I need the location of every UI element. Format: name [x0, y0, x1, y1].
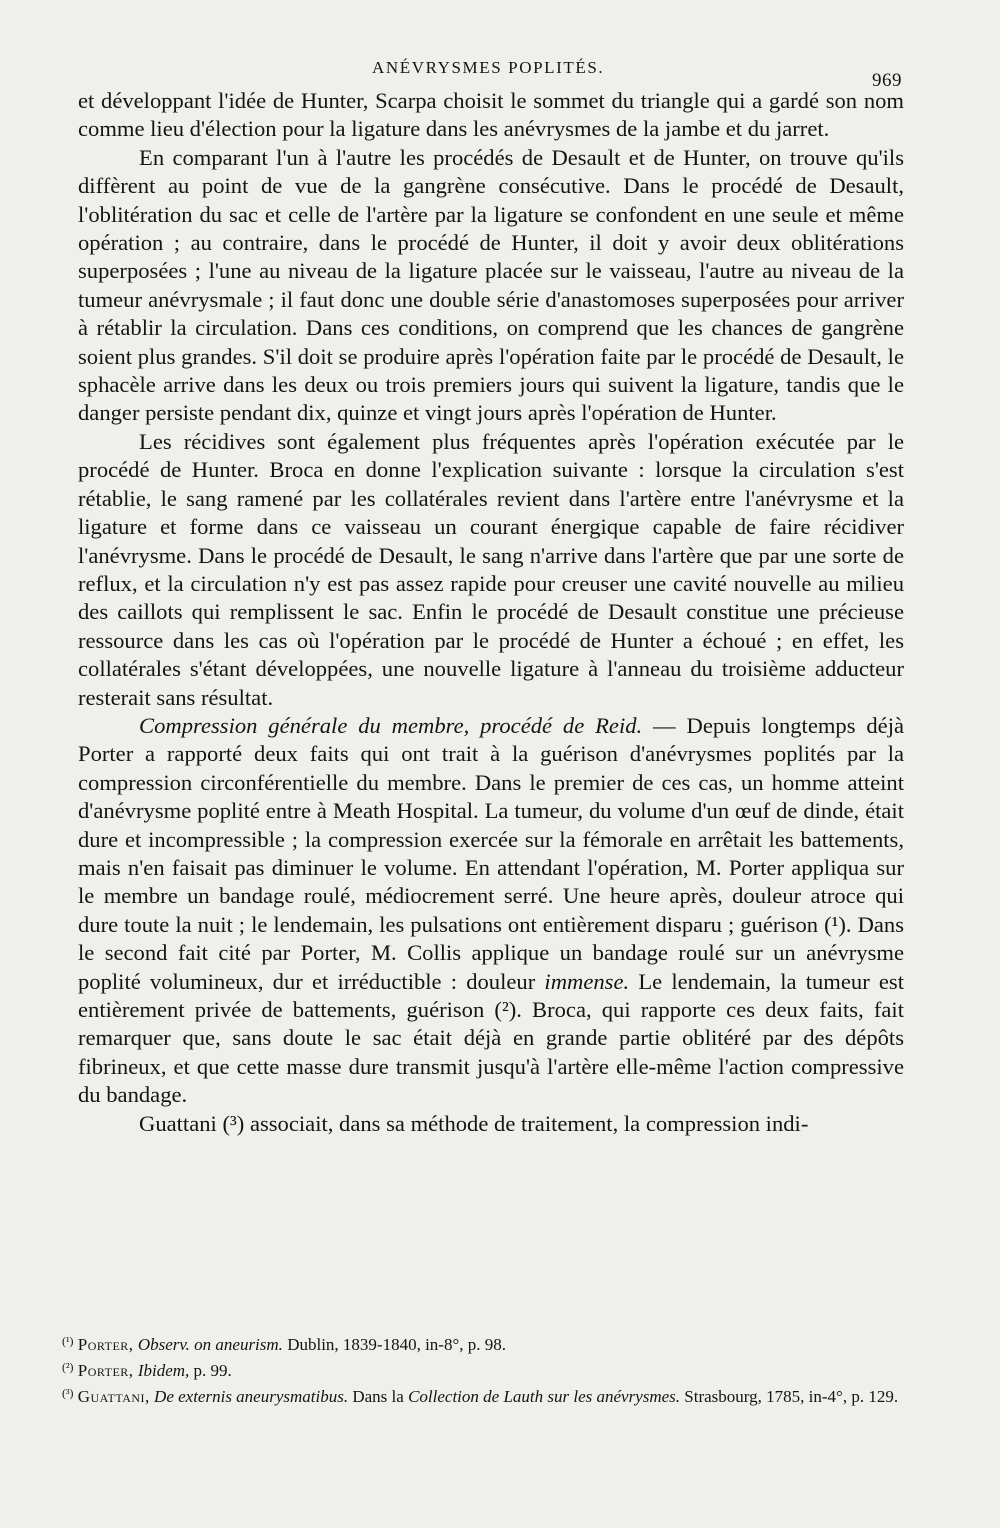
section-heading-reid: Compression générale du membre, procédé de Reid. — [139, 712, 643, 738]
running-title: ANÉVRYSMES POPLITÉS. — [372, 58, 605, 77]
body-text — [78, 87, 904, 1138]
paragraph-4-text-a: — Depuis longtemps déjà Porter a rapporté deux faits qui ont trait à la guérison d'anévrysmes poplités par la compression circonférentielle du membre. Dans le premier de ces cas, un homme atteint d'anévrysme poplité entre à Meath Hospital. La tumeur, du volume d'un œuf de dinde, était dure et incompressible ; la compression exercée sur la fémorale en arrêtait les battements, mais n'en faisait pas diminuer le volume. En attendant l'opération, M. Porter appliqua sur le membre un bandage roulé, médiocrement serré. Une heure après, douleur atroce qui dure toute la nuit ; le lendemain, les pulsations ont entièrement disparu ; guérison — [78, 712, 905, 937]
footnote-ref-1: (¹) — [824, 911, 846, 937]
footnote-1 — [62, 1330, 904, 1356]
footnote-ref-2: (²) — [494, 997, 517, 1022]
paragraph-5 — [78, 1110, 904, 1138]
footnote-rest: p. 99. — [189, 1360, 232, 1380]
footnote-number: (¹) — [62, 1334, 74, 1348]
footnote-number: (³) — [62, 1385, 74, 1400]
footnote-title: De externis aneurysmatibus. — [154, 1386, 349, 1406]
footnotes — [62, 1330, 904, 1407]
footnote-author: Porter, — [77, 1360, 134, 1380]
page-number: 969 — [872, 70, 902, 91]
footnote-rest: Dans la — [348, 1386, 409, 1406]
footnote-rest: Dublin, 1839-1840, in-8°, p. 98. — [282, 1334, 507, 1354]
footnote-title: Observ. on aneurism. — [137, 1334, 283, 1354]
paragraph-5-text-b: associait, dans sa méthode de traitement, la compression indi- — [244, 1110, 809, 1136]
page-header — [0, 58, 1000, 91]
paragraph-4-text-b: . Dans le second fait cité par Porter, M. Collis applique un bandage roulé sur un anévrysme poplité volumineux, dur et irréductible : douleur — [78, 911, 904, 994]
paragraph-4-text-d: . Broca, qui rapporte ces deux faits, fait remarquer que, sans doute le sac était déjà en grande partie oblitéré par des dépôts fibrineux, et que cette masse dure transmit jusqu'à l'artère elle-même l'action compressive du bandage. — [78, 997, 904, 1108]
paragraph-3: Les récidives sont également plus fréquentes après l'opération exécutée par le procédé de Hunter. Broca en donne l'explication suivante : lorsque la circulation s'est rétablie, le sang ramené par les collatérales revient dans l'artère entre l'anévrysme et la ligature et forme dans ce vaisseau un courant énergique capable de faire récidiver l'anévrysme. Dans le procédé de Desault, le sang n'arrive dans l'artère que par une sorte de reflux, et la circulation n'y est pas assez rapide pour creuser une cavité nouvelle au milieu des caillots qui remplissent le sac. Enfin le procédé de Desault constitue une précieuse ressource dans les cas où l'opération par le procédé de Hunter a échoué ; en effet, les collatérales s'étant développées, une nouvelle ligature à l'anneau du troisième adducteur resterait sans résultat. — [78, 428, 904, 710]
footnote-title-2: Collection de Lauth sur les anévrysmes. — [408, 1386, 681, 1406]
footnote-author: Guattani, — [77, 1386, 150, 1406]
paragraph-5-text-a: Guattani — [139, 1110, 223, 1136]
footnote-ref-3: (³) — [222, 1110, 245, 1136]
paragraph-4-text-c: Le lendemain, la tumeur est entièrement privée de battements, guérison — [78, 968, 904, 1022]
footnote-author: Porter, — [77, 1334, 134, 1354]
footnote-title: Ibidem, — [137, 1360, 190, 1380]
footnote-3 — [62, 1382, 904, 1408]
footnote-2 — [62, 1356, 904, 1382]
footnote-rest-2: Strasbourg, 1785, in-4°, p. 129. — [680, 1386, 899, 1406]
paragraph-2: En comparant l'un à l'autre les procédés de Desault et de Hunter, on trouve qu'ils diffèrent au point de vue de la gangrène consécutive. Dans le procédé de Desault, l'oblitération du sac et celle de l'artère par la ligature se confondent en une seule et même opération ; au contraire, dans le procédé de Hunter, il doit y avoir deux oblitérations superposées ; l'une au niveau de la ligature placée sur le vaisseau, l'autre au niveau de la tumeur anévrysmale ; il faut donc une double série d'anastomoses superposées pour arriver à rétablir la circulation. Dans ces conditions, on comprend que les chances de gangrène soient plus grandes. S'il doit se produire après l'opération faite par le procédé de Desault, le sphacèle arrive dans les deux ou trois premiers jours qui suivent la ligature, tandis que le danger persiste pendant dix, quinze et vingt jours après l'opération de Hunter. — [78, 144, 904, 426]
paragraph-4 — [78, 712, 904, 1110]
paragraph-1: et développant l'idée de Hunter, Scarpa choisit le sommet du triangle qui a gardé son nom comme lieu d'élection pour la ligature dans les anévrysmes de la jambe et du jarret. — [78, 88, 904, 142]
footnote-number: (²) — [62, 1359, 74, 1374]
emphasis-immense: immense. — [544, 968, 630, 994]
